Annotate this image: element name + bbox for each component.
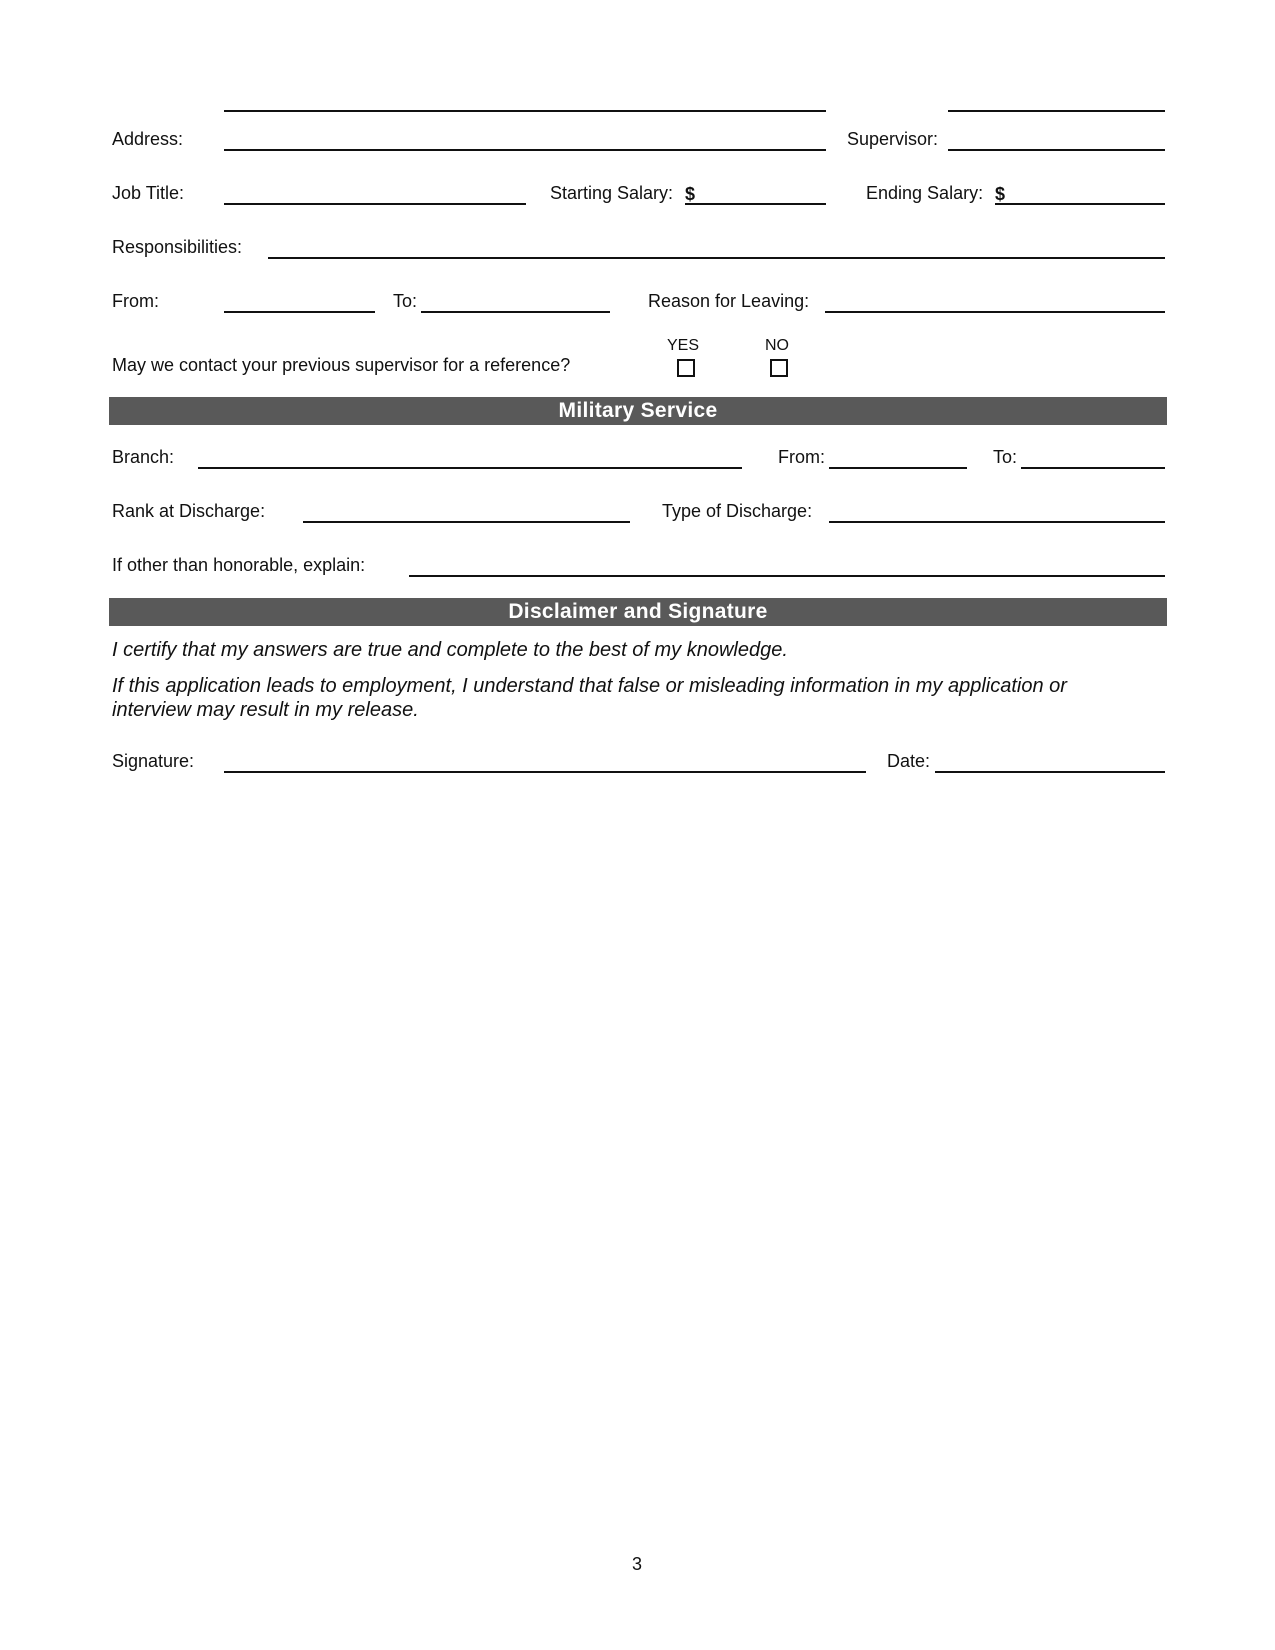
contact-question: May we contact your previous supervisor for a reference?: [112, 355, 571, 375]
military-service-header: Military Service: [109, 397, 1167, 425]
no-checkbox[interactable]: [770, 359, 788, 377]
explain-label: If other than honorable, explain:: [112, 555, 366, 575]
supervisor-label: Supervisor:: [847, 129, 939, 149]
job-title-label: Job Title:: [112, 183, 185, 203]
certify-statement: I certify that my answers are true and complete to the best of my knowledge.: [112, 639, 788, 661]
employment-to-field[interactable]: [421, 311, 610, 313]
address-label: Address:: [112, 129, 184, 149]
ending-salary-field[interactable]: [995, 203, 1165, 205]
employment-from-field[interactable]: [224, 311, 375, 313]
signature-label: Signature:: [112, 751, 195, 771]
starting-salary-field[interactable]: [685, 203, 826, 205]
job-title-field[interactable]: [224, 203, 526, 205]
rank-label: Rank at Discharge:: [112, 501, 266, 521]
branch-label: Branch:: [112, 447, 175, 467]
military-to-label: To:: [993, 447, 1018, 467]
supervisor-field[interactable]: [948, 149, 1165, 151]
responsibilities-label: Responsibilities:: [112, 237, 243, 257]
military-from-field[interactable]: [829, 467, 967, 469]
reason-field[interactable]: [825, 311, 1165, 313]
rank-field[interactable]: [303, 521, 630, 523]
reason-label: Reason for Leaving:: [648, 291, 810, 311]
yes-label: YES: [667, 337, 700, 354]
signature-field[interactable]: [224, 771, 866, 773]
responsibilities-field[interactable]: [268, 257, 1165, 259]
military-to-field[interactable]: [1021, 467, 1165, 469]
explain-field[interactable]: [409, 575, 1165, 577]
date-label: Date:: [887, 751, 931, 771]
employment-from-label: From:: [112, 291, 159, 311]
starting-salary-label: Starting Salary:: [550, 183, 674, 203]
ending-salary-currency: $: [995, 184, 1006, 204]
military-from-label: From:: [778, 447, 825, 467]
address-field[interactable]: [224, 149, 826, 151]
branch-field[interactable]: [198, 467, 742, 469]
yes-checkbox[interactable]: [677, 359, 695, 377]
no-label: NO: [765, 337, 789, 354]
employment-to-label: To:: [393, 291, 418, 311]
release-statement: If this application leads to employment, I understand that false or misleading information in my application or interview may result in my release.: [112, 675, 1067, 721]
date-field[interactable]: [935, 771, 1165, 773]
employer-phone-field[interactable]: [948, 110, 1165, 112]
page-number: 3: [632, 1554, 643, 1574]
starting-salary-currency: $: [685, 184, 696, 204]
ending-salary-label: Ending Salary:: [866, 183, 984, 203]
discharge-type-field[interactable]: [829, 521, 1165, 523]
discharge-type-label: Type of Discharge:: [662, 501, 813, 521]
employer-name-field[interactable]: [224, 110, 826, 112]
disclaimer-header: Disclaimer and Signature: [109, 598, 1167, 626]
